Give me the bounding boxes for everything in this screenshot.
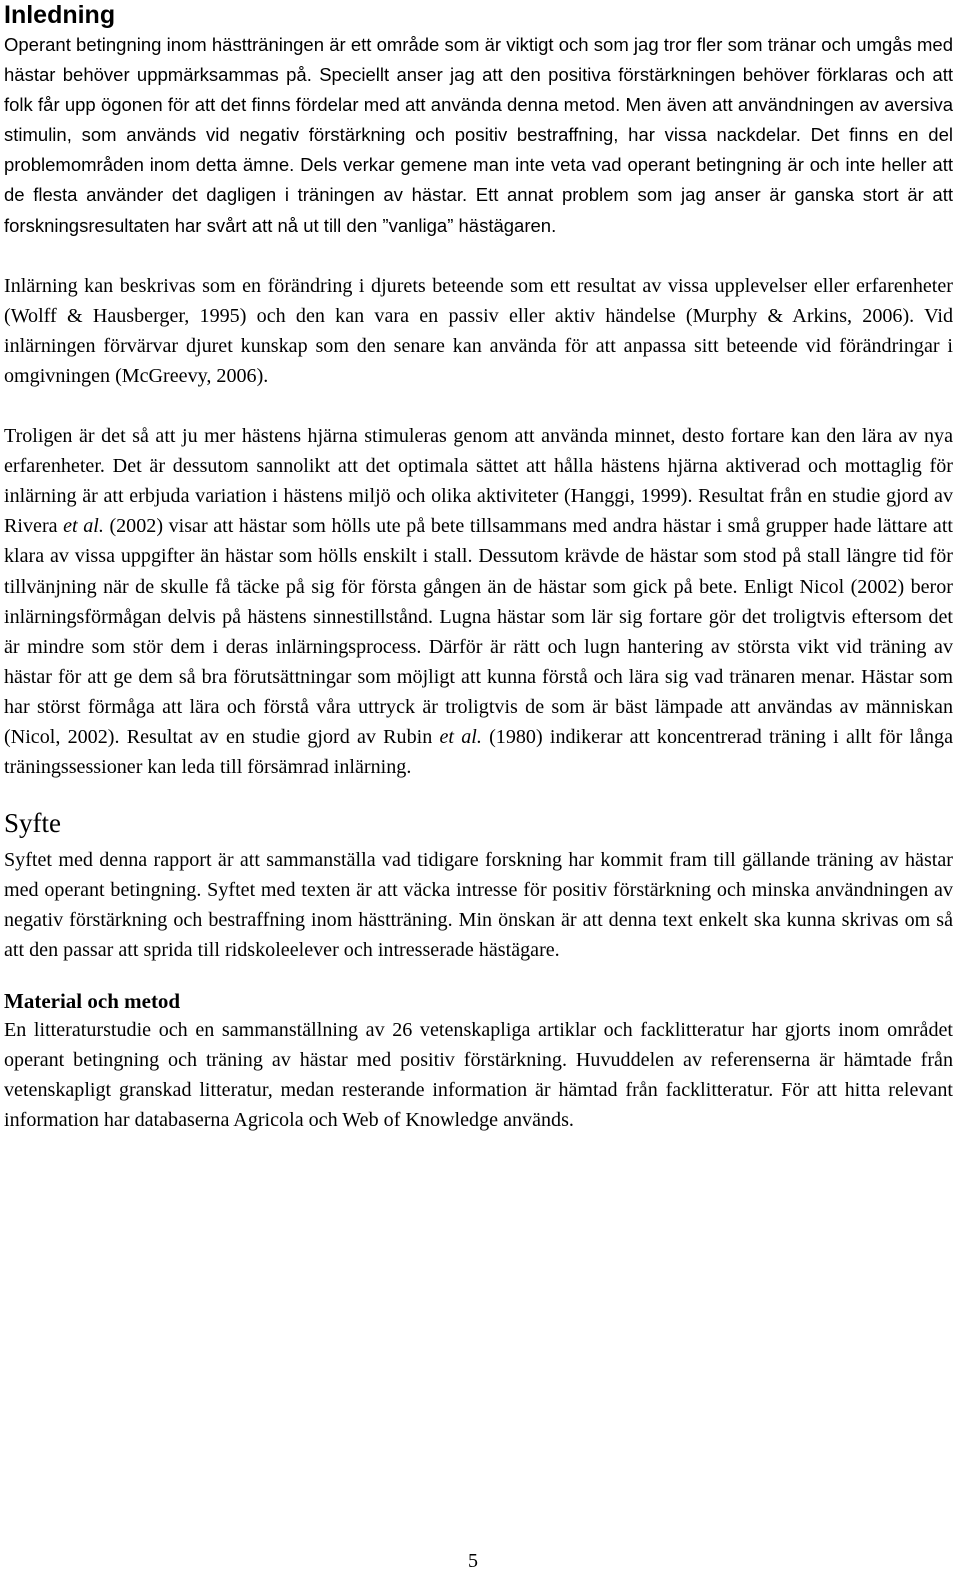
heading-inledning: Inledning <box>4 1 116 29</box>
heading-syfte: Syfte <box>4 808 61 839</box>
et-al-rubin: et al. <box>439 725 482 748</box>
heading-material-och-metod: Material och metod <box>4 988 181 1013</box>
page-number: 5 <box>468 1550 478 1572</box>
paragraph-syfte: Syftet med denna rapport är att sammanställa vad tidigare forskning har kommit fram till gällande träning av hästar med operant betingning. Syftet med texten är att väcka intresse för positiv förstärkning och minska användningen av negativ förstärkning och bestraffning inom hästträning. Min önskan är att denna text enkelt ska kunna skrivas om så att den passar att sprida till ridskoleelever och intresserade hästägare. <box>4 849 953 962</box>
paragraph-inledning-2: Inlärning kan beskrivas som en förändring i djurets beteende som ett resultat av vissa upplevelser eller erfarenheter (Wolff & Hausberger, 1995) och den kan vara en passiv eller aktiv händelse (Murphy & Arkins, 2006). Vid inlärningen förvärvar djuret kunskap som den senare kan använda för att anpassa sitt beteende vid förändringar i omgivningen (McGreevy, 2006). <box>4 274 953 387</box>
paragraph-inledning-3-part-a: Troligen är det så att ju mer hästens hjärna stimuleras genom att använda minnet, desto fortare kan den lära av nya erfarenheter. Det är dessutom sannolikt att det optimala sättet att hålla hästens hjärna aktiverad och mottaglig för inlärning är att erbjuda variation i hästens miljö och olika aktiviteter (Hanggi, 1999). Resultat från en studie gjord av Rivera <box>4 425 953 538</box>
paragraph-material: En litteraturstudie och en sammanställning av 26 vetenskapliga artiklar och facklitteratur har gjorts inom området operant betingning och träning av hästar med positiv förstärkning. Huvuddelen av referenserna är hämtade från vetenskapligt granskad litteratur, medan resterande information är hämtad från facklitteratur. För att hitta relevant information har databaserna Agricola och Web of Knowledge används. <box>4 1018 953 1131</box>
document-page <box>4 0 953 1135</box>
et-al-rivera: et al. <box>63 515 104 538</box>
paragraph-inledning-3 <box>4 421 953 782</box>
paragraph-inledning-3-part-c: (1980) indikerar att koncentrerad träning i allt för långa träningssessioner kan leda till försämrad inlärning. <box>4 725 953 779</box>
paragraph-inledning-1: Operant betingning inom hästträningen är ett område som är viktigt och som jag tror fler som tränar och umgås med hästar behöver uppmärksammas på. Speciellt anser jag att den positiva förstärkningen behöver förklaras och att folk får upp ögonen för att det finns fördelar med att använda denna metod. Men även att användningen av aversiva stimulin, som används vid negativ förstärkning och positiv bestraffning, har vissa nackdelar. Det finns en del problemområden inom detta ämne. Dels verkar gemene man inte veta vad operant betingning är och inte heller att de flesta använder det dagligen i träningen av hästar. Ett annat problem som jag anser är ganska stort är att forskningsresultaten har svårt att nå ut till den ”vanliga” hästägaren. <box>4 34 953 236</box>
paragraph-inledning-3-part-b: (2002) visar att hästar som hölls ute på bete tillsammans med andra hästar i små grupper hade lättare att klara av vissa uppgifter än hästar som hölls enskilt i stall. Dessutom krävde de hästar som stod på stall längre tid för tillvänjning när de skulle få täcke på sig för första gången än de hästar som gick på bete. Enligt Nicol (2002) beror inlärningsförmågan delvis på hästens sinnestillstånd. Lugna hästar som lär sig fortare gör det troligtvis eftersom det är mindre som stör dem i deras inlärningsprocess. Därför är rätt och lugn hantering av största vikt vid träning av hästar för att ge dem så bra förutsättningar som möjligt att kunna förstå och lära sig vad tränaren menar. Hästar som har störst förmåga att lära och förstå våra uttryck är troligtvis de som är bäst lämpade att användas av människan (Nicol, 2002). Resultat av en studie gjord av Rubin <box>4 515 953 748</box>
